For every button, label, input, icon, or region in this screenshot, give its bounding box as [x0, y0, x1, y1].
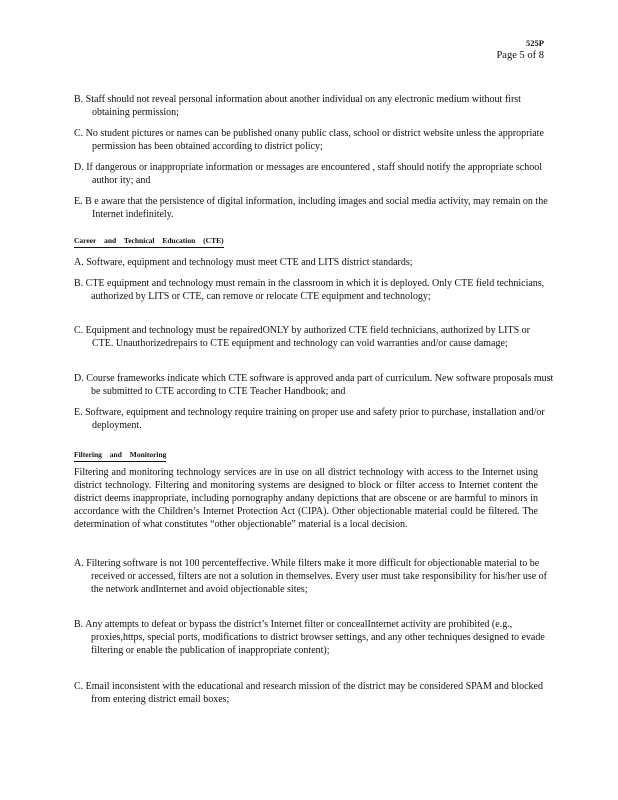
- filtering-item-b: B. Any attempts to defeat or bypass the district’s Internet filter or concealInternet activity are prohibited (e.g., proxies,https, special ports, modifications to district browser settings, and any other techniques designed to evade filtering or enable the publication of inappropriate content);: [74, 619, 545, 656]
- intro-item-c: C. No student pictures or names can be published onany public class, school or district website unless the appropriate permission has been obtained according to district policy;: [74, 128, 544, 152]
- intro-item-d: D. If dangerous or inappropriate information or messages are encountered , staff should notify the appropriate school author ity; and: [74, 162, 543, 186]
- cte-item-a: A. Software, equipment and technology must meet CTE and LITS district standards;: [74, 257, 413, 268]
- filtering-paragraph: Filtering and monitoring technology services are in use on all district technology with access to the Internet using district technology. Filtering and monitoring systems are designed to block or filter access to Internet content the district deems inappropriate, including pornography andany depictions that are obscene or are harmful to minors in accordance with the Children’s Internet Protection Act (CIPA). Other objectionable material could be filtered. The determination of what constitutes “other objectionable” material is a local decision.: [74, 467, 538, 530]
- intro-item-e: E. B e aware that the persistence of digital information, including images and social media activity, may remain on the Internet indefinitely.: [74, 196, 548, 220]
- filtering-section-title: Filtering and Monitoring: [74, 450, 166, 462]
- cte-item-d: D. Course frameworks indicate which CTE software is approved anda part of curriculum. New software proposals must be submitted to CTE according to CTE Teacher Handbook; and: [74, 373, 554, 397]
- cte-item-b: B. CTE equipment and technology must remain in the classroom in which it is deployed. Only CTE field technicians, authorized by LITS or CTE, can remove or relocate CTE equipment and technology;: [74, 278, 545, 302]
- page-number: Page 5 of 8: [496, 50, 544, 61]
- intro-item-b: B. Staff should not reveal personal information about another individual on any electronic medium without first obtaining permission;: [74, 94, 521, 118]
- cte-item-e: E. Software, equipment and technology require training on proper use and safety prior to purchase, installation and/or deployment.: [74, 407, 545, 431]
- filtering-item-c: C. Email inconsistent with the educational and research mission of the district may be considered SPAM and blocked from entering district email boxes;: [74, 681, 543, 705]
- cte-item-c: C. Equipment and technology must be repairedONLY by authorized CTE field technicians, authorized by LITS or CTE. Unauthorizedrepairs to CTE equipment and technology can void warranties and/or cause damage;: [74, 325, 531, 349]
- filtering-item-a: A. Filtering software is not 100 percenteffective. While filters make it more difficult for objectionable material to be received or accessed, filters are not a solution in themselves. Every user must take responsibility for his/her use of the network andInternet and avoid objectionable sites;: [74, 558, 547, 595]
- cte-section-title: Career and Technical Education (CTE): [74, 236, 224, 248]
- policy-code: 525P: [526, 38, 544, 48]
